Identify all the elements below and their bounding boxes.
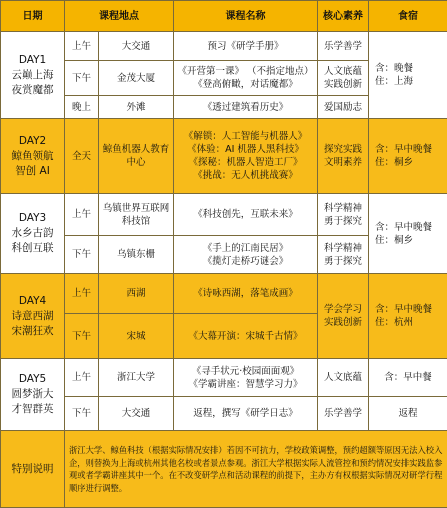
core-literacy: 乐学善学 <box>318 32 369 61</box>
day2-row <box>1 119 447 194</box>
location: 西湖 <box>99 274 174 314</box>
day1-meals: 含：晚餐 住：上海 <box>369 32 447 119</box>
day5-meals-afternoon: 返程 <box>369 397 447 431</box>
period: 下午 <box>65 314 99 359</box>
location: 鲸鱼机器人教育中心 <box>99 119 174 194</box>
note-text: 浙江大学、鲸鱼科技（根据实际情况安排）若因不可抗力，学校政策调整，预约超额等原因无法入校入企，则替换为上海或杭州其他名校或者景点参观。浙江大学根据实际人流管控和预约情况安排实践监参观或者学霸讲座其中一个。在不改变研学点和活动课程的前提下，主办方有权根据实际情况对研学行程顺序进行调整。 <box>65 431 447 508</box>
location: 宋城 <box>99 314 174 359</box>
core-literacy: 学会学习 实践创新 <box>318 274 369 359</box>
day5-title: DAY5 圆梦浙大 才智群英 <box>1 359 65 431</box>
core-literacy: 乐学善学 <box>318 397 369 431</box>
period: 全天 <box>65 119 99 194</box>
day2-meals: 含：早中晚餐 住：桐乡 <box>369 119 447 194</box>
header-course: 课程名称 <box>174 1 318 32</box>
period: 上午 <box>65 194 99 236</box>
day3-row-morning <box>1 194 447 236</box>
course: 《开营第一课》 （不指定地点） 《登高俯瞰，对话魔都》 <box>174 61 318 96</box>
location: 乌镇世界互联网科技馆 <box>99 194 174 236</box>
day1-title: DAY1 云巅上海 夜赏魔都 <box>1 32 65 119</box>
course: 《诗咏西湖，落笔成画》 <box>174 274 318 314</box>
period: 晚上 <box>65 96 99 119</box>
course: 《寻手状元·校园面面观》 《学霸讲座：智慧学习力》 <box>174 359 318 397</box>
period: 上午 <box>65 32 99 61</box>
day5-row-morning <box>1 359 447 397</box>
core-literacy: 人文底蕴 实践创新 <box>318 61 369 96</box>
period: 上午 <box>65 274 99 314</box>
day4-row-morning <box>1 274 447 314</box>
location: 外滩 <box>99 96 174 119</box>
day2-title: DAY2 鲸鱼领航 智创 AI <box>1 119 65 194</box>
location: 大交通 <box>99 397 174 431</box>
core-literacy: 科学精神 勇于探究 <box>318 194 369 236</box>
location: 乌镇东栅 <box>99 236 174 274</box>
course: 《解锁：人工智能与机器人》 《体验：AI 机器人黑科技》 《探秘：机器人智造工厂》 《挑战：无人机挑战赛》 <box>174 119 318 194</box>
header-date: 日期 <box>1 1 65 32</box>
course: 预习《研学手册》 <box>174 32 318 61</box>
period: 上午 <box>65 359 99 397</box>
course: 返程，撰写《研学日志》 <box>174 397 318 431</box>
day3-title: DAY3 水乡古韵 科创互联 <box>1 194 65 274</box>
note-label: 特别说明 <box>1 431 65 508</box>
header-lodging: 食宿 <box>369 1 447 32</box>
period: 下午 <box>65 61 99 96</box>
course: 《科技创先，互联未来》 <box>174 194 318 236</box>
day3-meals: 含：早中晚餐 住：桐乡 <box>369 194 447 274</box>
course: 《大幕开演：宋城千古情》 <box>174 314 318 359</box>
header-location: 课程地点 <box>65 1 174 32</box>
core-literacy: 科学精神 勇于探究 <box>318 236 369 274</box>
day4-title: DAY4 诗意西湖 宋潮狂欢 <box>1 274 65 359</box>
period: 下午 <box>65 236 99 274</box>
day1-row-morning <box>1 32 447 61</box>
note-row <box>1 431 447 508</box>
day5-row-afternoon <box>1 397 447 431</box>
header-row <box>1 1 447 32</box>
core-literacy: 爱国励志 <box>318 96 369 119</box>
core-literacy: 人文底蕴 <box>318 359 369 397</box>
location: 大交通 <box>99 32 174 61</box>
day4-meals: 含：早中晚餐 住：杭州 <box>369 274 447 359</box>
location: 金茂大厦 <box>99 61 174 96</box>
period: 下午 <box>65 397 99 431</box>
location: 浙江大学 <box>99 359 174 397</box>
core-literacy: 探究实践 文明素养 <box>318 119 369 194</box>
course: 《透过建筑看历史》 <box>174 96 318 119</box>
course: 《手上的江南民居》 《揽灯走桥巧谜会》 <box>174 236 318 274</box>
day5-meals-morning: 含：早中餐 <box>369 359 447 397</box>
header-core: 核心素养 <box>318 1 369 32</box>
